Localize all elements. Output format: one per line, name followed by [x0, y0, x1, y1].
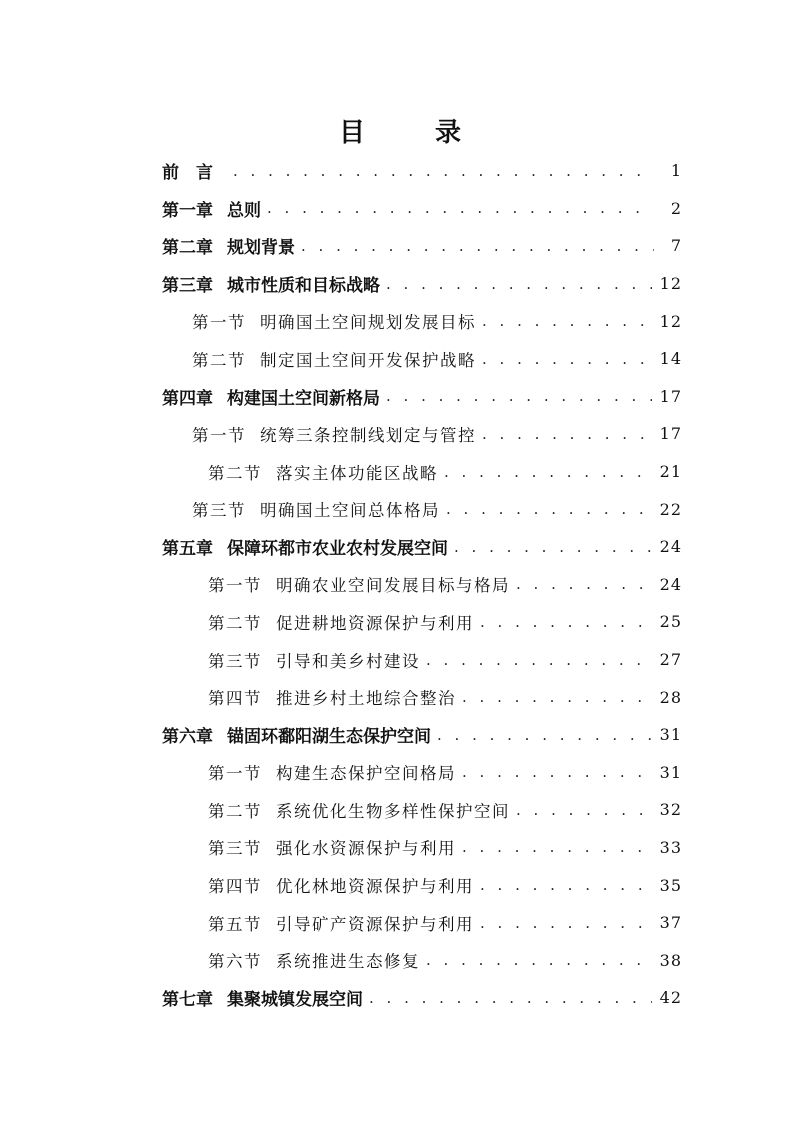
toc-chapter-entry[interactable]	[162, 979, 682, 1017]
toc-section-entry[interactable]	[162, 904, 682, 942]
toc-section-entry[interactable]	[162, 754, 682, 792]
toc-entry-number: 第四章	[162, 388, 213, 409]
toc-entry-number: 第三节	[208, 839, 262, 859]
toc-page-number: 33	[659, 837, 682, 857]
toc-entry-number: 第二节	[192, 350, 246, 370]
toc-entry-title: 锚固环鄱阳湖生态保护空间	[227, 727, 431, 748]
toc-page-number: 27	[659, 650, 682, 670]
toc-entry-title: 明确农业空间发展目标与格局	[276, 576, 510, 596]
dot-leader	[386, 387, 652, 405]
toc-page-number: 37	[659, 913, 682, 933]
toc-section-entry[interactable]	[162, 603, 682, 641]
toc-entry-number: 第六节	[208, 952, 262, 972]
toc-entry-number: 第五章	[162, 539, 213, 560]
toc-section-entry[interactable]	[162, 340, 682, 378]
toc-entry-number: 第三章	[162, 276, 213, 297]
toc-entry-number: 第一节	[208, 576, 262, 596]
toc-chapter-entry[interactable]	[162, 227, 682, 265]
toc-entry-title: 制定国土空间开发保护战略	[260, 350, 476, 370]
dot-leader	[386, 275, 652, 293]
dot-leader	[444, 463, 652, 481]
dot-leader	[454, 538, 652, 556]
dot-leader	[516, 801, 652, 819]
toc-chapter-entry[interactable]	[162, 152, 682, 190]
toc-page-number: 28	[659, 687, 682, 707]
toc-entry-title: 引导和美乡村建设	[276, 651, 420, 671]
toc-section-entry[interactable]	[162, 302, 682, 340]
toc-entry-title: 落实主体功能区战略	[276, 463, 438, 483]
dot-leader	[482, 425, 652, 443]
toc-chapter-entry[interactable]	[162, 265, 682, 303]
toc-page-number: 2	[670, 198, 682, 218]
toc-entry-title: 统筹三条控制线划定与管控	[260, 425, 476, 445]
toc-entry-title: 规划背景	[227, 238, 295, 259]
toc-page-number: 38	[659, 950, 682, 970]
toc-page-number: 12	[659, 274, 682, 294]
dot-leader	[437, 726, 652, 744]
toc-entry-title: 城市性质和目标战略	[227, 276, 380, 297]
toc-section-entry[interactable]	[162, 829, 682, 867]
toc-entry-title: 系统推进生态修复	[276, 952, 420, 972]
dot-leader	[267, 199, 654, 217]
toc-entry-title: 保障环都市农业农村发展空间	[227, 539, 448, 560]
toc-page-number: 1	[670, 161, 682, 181]
toc-page-number: 24	[659, 574, 682, 594]
toc-section-entry[interactable]	[162, 415, 682, 453]
toc-entry-number: 第二节	[208, 613, 262, 633]
toc-page-number: 21	[659, 462, 682, 482]
toc-page-number: 31	[659, 725, 682, 745]
dot-leader	[480, 914, 652, 932]
toc-entry-title: 构建国土空间新格局	[227, 388, 380, 409]
toc-entry-title: 引导矿产资源保护与利用	[276, 914, 474, 934]
toc-entry-number: 第一节	[208, 764, 262, 784]
toc-entry-title: 构建生态保护空间格局	[276, 764, 456, 784]
toc-entry-number: 第二节	[208, 463, 262, 483]
toc-page-number: 24	[659, 537, 682, 557]
toc-page-number: 7	[670, 236, 682, 256]
toc-page-number: 25	[659, 612, 682, 632]
toc-section-entry[interactable]	[162, 490, 682, 528]
toc-page-number: 17	[659, 386, 682, 406]
toc-entry-title: 总则	[227, 200, 261, 221]
toc-chapter-entry[interactable]	[162, 716, 682, 754]
toc-section-entry[interactable]	[162, 678, 682, 716]
toc-entry-number: 第二节	[208, 801, 262, 821]
table-of-contents	[162, 152, 682, 1017]
toc-entry-number: 第七章	[162, 990, 213, 1011]
dot-leader	[369, 989, 652, 1007]
toc-entry-number: 第四节	[208, 689, 262, 709]
toc-entry-title: 系统优化生物多样性保护空间	[276, 801, 510, 821]
dot-leader	[446, 500, 652, 518]
toc-page-number: 12	[659, 311, 682, 331]
toc-entry-number: 第一节	[192, 313, 246, 333]
dot-leader	[482, 312, 652, 330]
toc-entry-title: 优化林地资源保护与利用	[276, 877, 474, 897]
toc-page-number: 35	[659, 875, 682, 895]
toc-entry-title: 明确国土空间总体格局	[260, 501, 440, 521]
dot-leader	[462, 688, 652, 706]
toc-page-number: 31	[659, 762, 682, 782]
toc-entry-number: 第三节	[208, 651, 262, 671]
toc-entry-number: 第一章	[162, 200, 213, 221]
toc-page-number: 42	[659, 988, 682, 1008]
dot-leader	[480, 876, 652, 894]
dot-leader	[482, 350, 652, 368]
toc-section-entry[interactable]	[162, 941, 682, 979]
toc-entry-title: 促进耕地资源保护与利用	[276, 613, 474, 633]
toc-chapter-entry[interactable]	[162, 190, 682, 228]
toc-entry-title: 推进乡村土地综合整治	[276, 689, 456, 709]
toc-chapter-entry[interactable]	[162, 378, 682, 416]
toc-entry-number: 第二章	[162, 238, 213, 259]
dot-leader	[233, 162, 654, 180]
toc-entry-number: 第五节	[208, 914, 262, 934]
toc-entry-title: 集聚城镇发展空间	[227, 990, 363, 1011]
toc-section-entry[interactable]	[162, 641, 682, 679]
toc-section-entry[interactable]	[162, 866, 682, 904]
toc-entry-number: 前 言	[162, 163, 213, 184]
toc-section-entry[interactable]	[162, 566, 682, 604]
dot-leader	[462, 838, 652, 856]
toc-entry-number: 第一节	[192, 425, 246, 445]
toc-entry-number: 第三节	[192, 501, 246, 521]
dot-leader	[426, 951, 652, 969]
dot-leader	[462, 763, 652, 781]
dot-leader	[426, 651, 652, 669]
toc-section-entry[interactable]	[162, 791, 682, 829]
toc-chapter-entry[interactable]	[162, 528, 682, 566]
toc-section-entry[interactable]	[162, 453, 682, 491]
toc-title: 目 录	[338, 118, 483, 148]
toc-page-number: 22	[659, 499, 682, 519]
toc-entry-number: 第四节	[208, 877, 262, 897]
toc-entry-title: 明确国土空间规划发展目标	[260, 313, 476, 333]
toc-page-number: 32	[659, 800, 682, 820]
toc-page-number: 14	[659, 349, 682, 369]
dot-leader	[516, 575, 652, 593]
dot-leader	[301, 237, 654, 255]
toc-entry-title: 强化水资源保护与利用	[276, 839, 456, 859]
dot-leader	[480, 613, 652, 631]
toc-page-number: 17	[659, 424, 682, 444]
toc-entry-number: 第六章	[162, 727, 213, 748]
